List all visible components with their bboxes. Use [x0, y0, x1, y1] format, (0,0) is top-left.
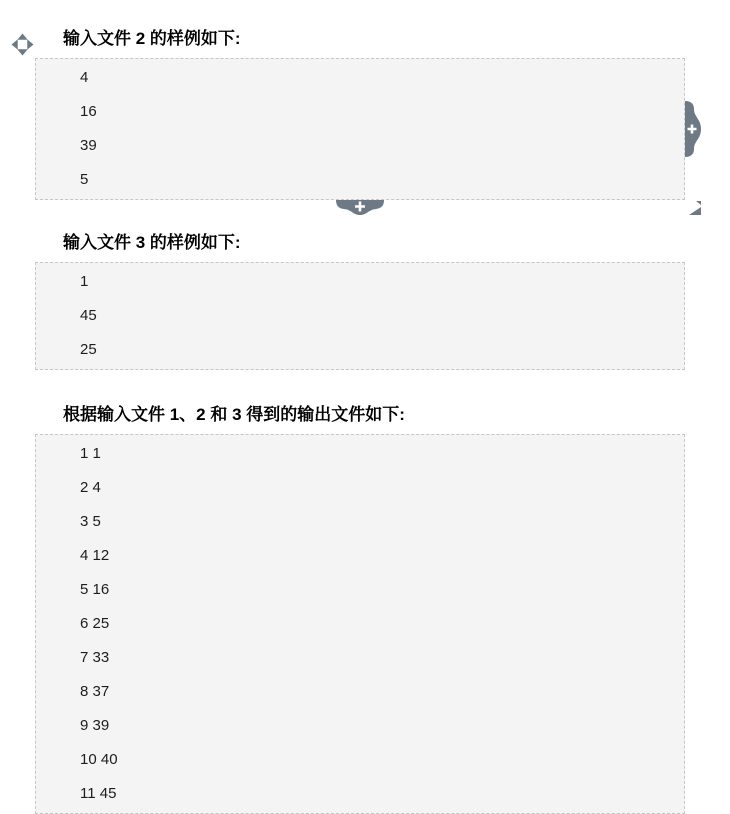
code-line: 2 4	[80, 479, 101, 496]
code-line: 4 12	[80, 547, 110, 564]
section-input-file-2	[0, 29, 730, 200]
code-line: 3 5	[80, 513, 101, 530]
code-line: 8 37	[80, 683, 110, 700]
code-line: 25	[80, 341, 97, 358]
code-block[interactable]	[35, 262, 685, 370]
move-icon-glyph	[11, 33, 34, 56]
code-line: 4	[80, 69, 89, 86]
code-line: 5	[80, 171, 89, 188]
code-block[interactable]	[35, 58, 685, 200]
plus-icon	[685, 101, 701, 157]
section-heading: 根据输入文件 1、2 和 3 得到的输出文件如下:	[63, 405, 405, 424]
code-line: 45	[80, 307, 97, 324]
code-block[interactable]	[35, 434, 685, 814]
code-line: 6 25	[80, 615, 110, 632]
plus-icon	[336, 200, 384, 215]
move-icon[interactable]	[11, 33, 34, 56]
resize-handle-icon[interactable]	[687, 201, 701, 215]
section-heading: 输入文件 3 的样例如下:	[63, 233, 241, 252]
section-heading: 输入文件 2 的样例如下:	[63, 29, 241, 48]
add-row-button[interactable]	[336, 200, 384, 215]
resize-grip-glyph	[687, 201, 701, 215]
code-block-wrapper	[35, 434, 685, 814]
section-input-file-3	[0, 233, 730, 370]
code-line: 16	[80, 103, 97, 120]
code-block-wrapper	[35, 262, 685, 370]
code-line: 7 33	[80, 649, 110, 666]
code-line: 1	[80, 273, 89, 290]
code-line: 1 1	[80, 445, 101, 462]
code-line: 10 40	[80, 751, 118, 768]
section-output-file	[0, 405, 730, 814]
code-line: 5 16	[80, 581, 110, 598]
code-line: 11 45	[80, 785, 117, 802]
add-column-button[interactable]	[685, 101, 701, 157]
code-line: 9 39	[80, 717, 110, 734]
code-block-wrapper	[35, 58, 685, 200]
code-line: 39	[80, 137, 97, 154]
